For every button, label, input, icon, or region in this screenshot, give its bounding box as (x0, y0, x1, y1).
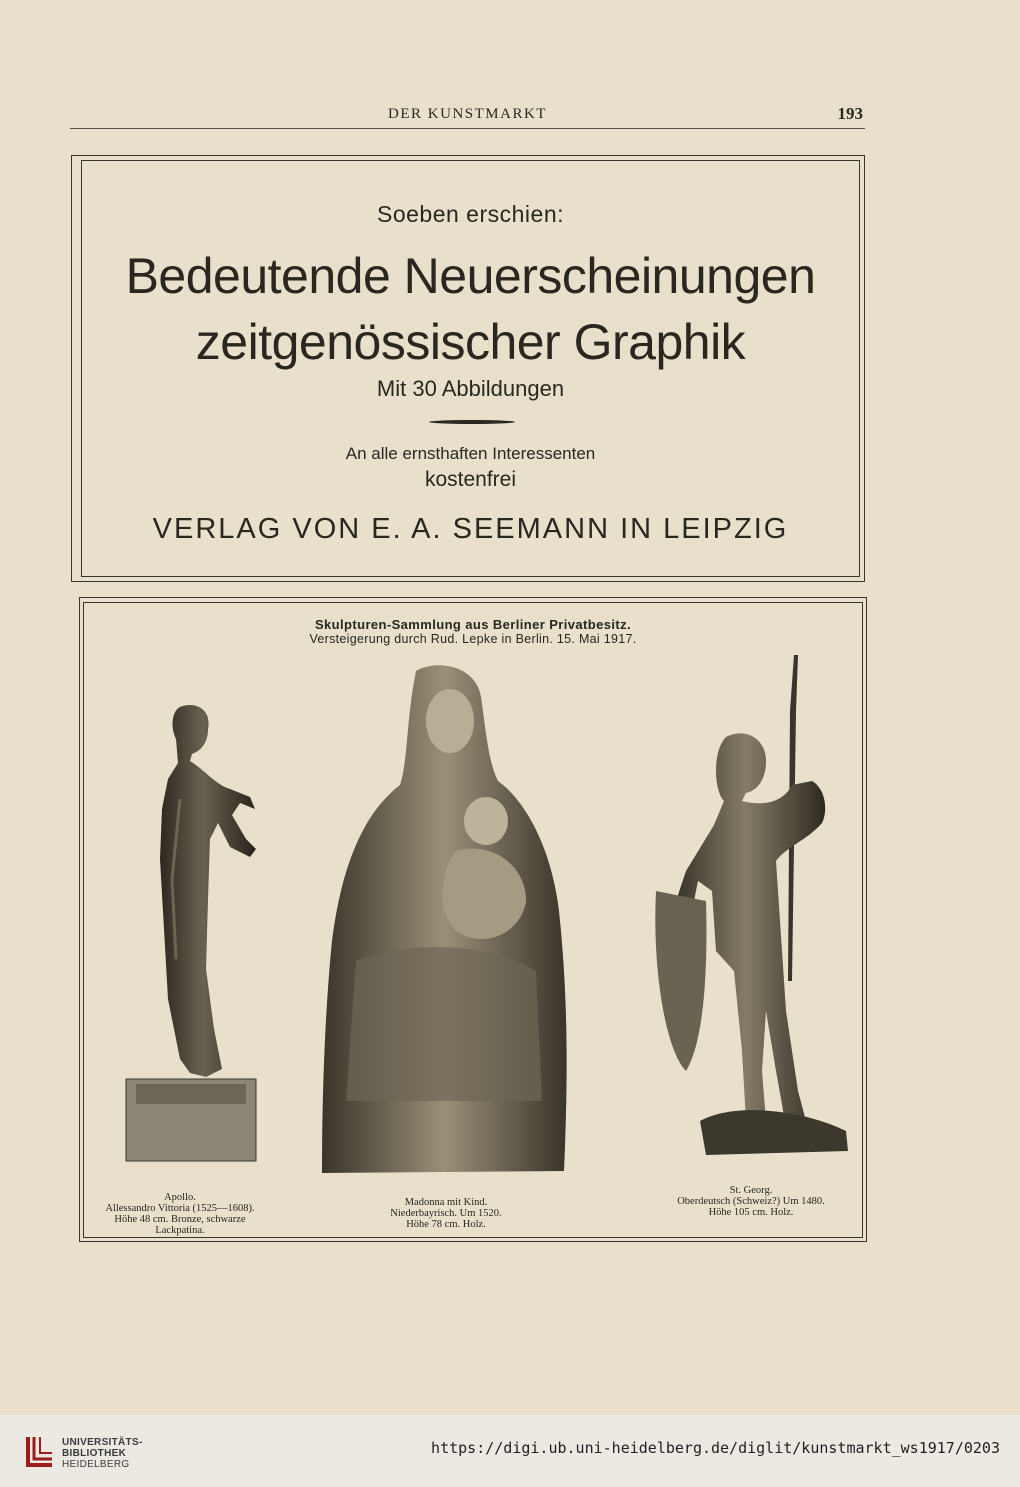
caption-line: Lackpatina. (155, 1225, 205, 1236)
caption-name: St. Georg. (729, 1185, 773, 1196)
caption-name: Madonna mit Kind. (404, 1197, 488, 1208)
st-georg-caption (656, 1185, 846, 1218)
caption-line: Allessandro Vittoria (1525—1608). (105, 1203, 255, 1214)
library-name-line1: UNIVERSITÄTS- (62, 1437, 143, 1448)
ad-intro: Soeben erschien: (376, 201, 564, 227)
library-name[interactable] (62, 1437, 143, 1470)
library-name-line2: BIBLIOTHEK (62, 1448, 127, 1459)
ad-line1: An alle ernsthaften Interessenten (345, 444, 596, 463)
sculpture-section (79, 597, 867, 1242)
source-url-link[interactable]: https://digi.ub.uni-heidelberg.de/diglit/kunstmarkt_ws1917/0203 (431, 1439, 1000, 1457)
library-name-line3: HEIDELBERG (62, 1459, 130, 1470)
ad-publisher: VERLAG VON E. A. SEEMANN IN LEIPZIG (152, 513, 789, 545)
caption-line: Niederbayrisch. Um 1520. (390, 1208, 502, 1219)
ad-line2: kostenfrei (424, 468, 517, 491)
caption-line: Höhe 105 cm. Holz. (708, 1207, 794, 1218)
ad-divider (429, 420, 515, 424)
running-title: DER KUNSTMARKT (388, 106, 547, 122)
advertisement-box (71, 155, 865, 582)
caption-line: Höhe 48 cm. Bronze, schwarze (114, 1214, 246, 1225)
ad-title-line2: zeitgenössischer Graphik (195, 314, 746, 370)
page-number: 193 (837, 104, 863, 123)
sculpture-title: Skulpturen-Sammlung aus Berliner Privatbesitz. (314, 617, 632, 632)
footer-bar (0, 1415, 1020, 1487)
caption-name: Apollo. (164, 1192, 196, 1203)
running-head (70, 104, 865, 129)
ad-subtitle: Mit 30 Abbildungen (376, 376, 565, 401)
apollo-statue-image (120, 699, 270, 1179)
sculpture-inner-frame (83, 602, 863, 1238)
st-georg-statue-image (616, 651, 856, 1181)
caption-line: Oberdeutsch (Schweiz?) Um 1480. (677, 1196, 825, 1207)
madonna-statue-image (316, 661, 576, 1181)
sculpture-subtitle: Versteigerung durch Rud. Lepke in Berlin. 15. Mai 1917. (309, 632, 637, 646)
apollo-caption (90, 1192, 270, 1236)
library-logo-icon (24, 1433, 56, 1469)
ad-title-line1: Bedeutende Neuerscheinungen (125, 248, 816, 304)
madonna-caption (356, 1197, 536, 1230)
caption-line: Höhe 78 cm. Holz. (406, 1219, 486, 1230)
advertisement-inner-frame (81, 160, 860, 577)
